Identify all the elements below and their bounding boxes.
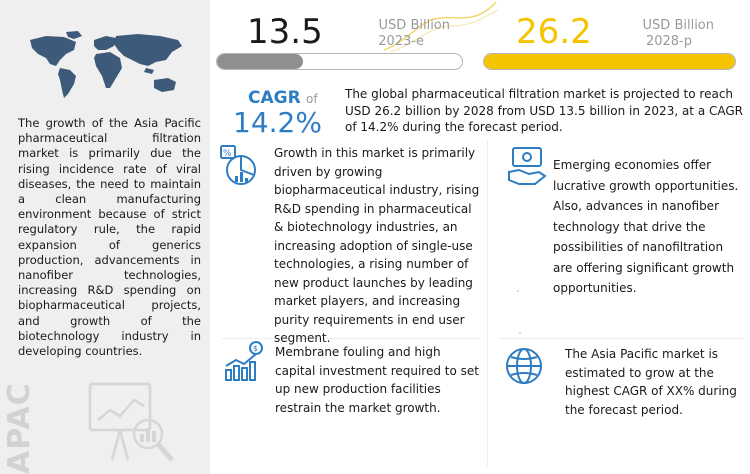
drivers-text: Growth in this market is primarily driven by growing biopharmaceutical industry, rising R&D spending in pharmaceutical & biotechnology industries, an increasing adoption of single-use technologies, a rising number of new product launches by leading market players, and increasing purity requirements in end user segment. (274, 146, 480, 345)
projected-market-year: 2028-p (645, 34, 692, 49)
current-market-bar-fill (217, 54, 303, 69)
regional-text: The Asia Pacific market is estimated to grow at the highest CAGR of XX% during the forecast period. (565, 347, 737, 417)
current-market-year: 2023-e (378, 34, 424, 49)
restraints-text: Membrane fouling and high capital investment required to set up new production facilities restrain the market growth. (275, 345, 479, 415)
cagr-value: 14.2% (233, 106, 322, 139)
svg-text:%: % (223, 149, 232, 159)
analysis-magnifier-icon (82, 376, 178, 466)
projected-market-bar-fill (484, 54, 735, 69)
money-hand-icon (505, 144, 549, 188)
market-projection-statement: The global pharmaceutical filtration market is projected to reach USD 26.2 billion by 2028 from USD 13.5 billion in 2023, at a CAGR of 14.2% during the forecast period. (345, 87, 744, 134)
decorative-dot (519, 332, 521, 334)
left-panel (0, 0, 210, 474)
current-market-bar (216, 53, 463, 70)
projected-market-unit: USD Billion (642, 18, 714, 33)
opportunities-text: Emerging economies offer lucrative growth opportunities. Also, advances in nanofiber technology that drive the possibilities of nanofiltration are offering significant growth opportunities. (553, 158, 739, 295)
projected-market-bar (483, 53, 736, 70)
apac-growth-text: The growth of the Asia Pacific pharmaceutical filtration market is primarily due the rising incidence rate of viral diseases, the need to maintain a clean manufacturing environment because of strict regulatory rule, the rapid expansion of generics production, advancements in nanofiber technologies, increasing R&D spending on biopharmaceutical projects, and growth of the biotechnology industry in developing countries. (18, 116, 201, 359)
current-market-unit: USD Billion (378, 18, 450, 33)
card-divider-right (498, 338, 744, 339)
decorative-dot (517, 290, 519, 292)
percentage-chart-icon (219, 144, 263, 188)
cagr-label: CAGR (248, 88, 301, 108)
projected-market-value: 26.2 (516, 12, 592, 52)
world-map-icon (26, 30, 186, 100)
svg-text:$: $ (253, 344, 259, 353)
rising-cost-chart-icon (222, 340, 266, 384)
current-market-value: 13.5 (247, 12, 323, 52)
card-divider-vertical (487, 140, 488, 466)
globe-icon (502, 344, 546, 388)
cagr-of-label: of (306, 92, 318, 106)
region-watermark: APAC (2, 382, 37, 474)
